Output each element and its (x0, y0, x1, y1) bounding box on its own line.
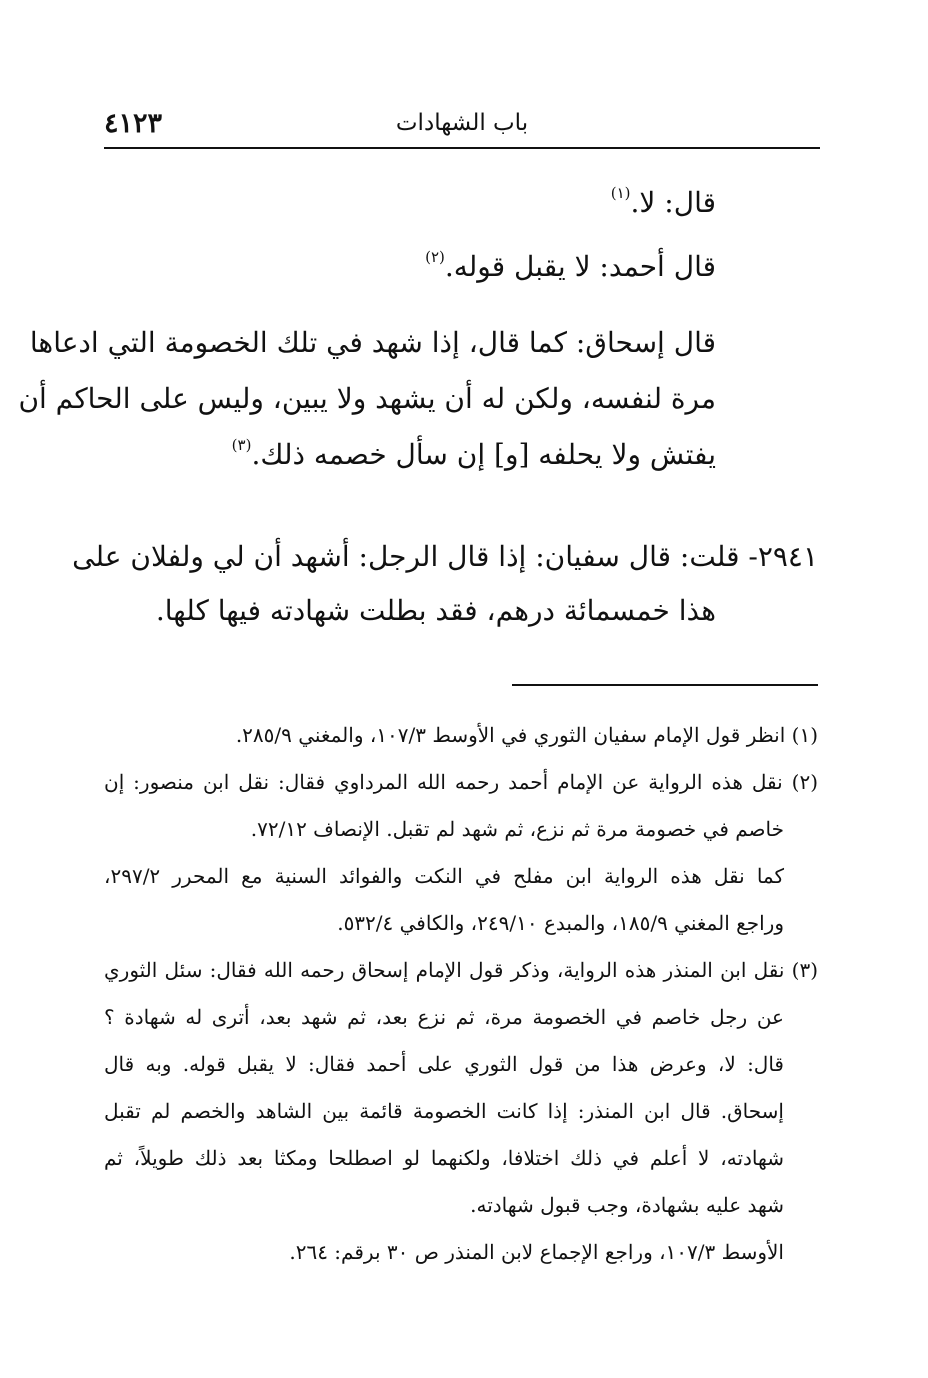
body-line-2: قال أحمد: لا يقبل قوله.$^{(٢)}$ (425, 248, 716, 283)
text-line: ٢٩٤١- قلت: قال سفيان: إذا قال الرجل: أشهد أن لي ولفلان على (72, 540, 818, 573)
footnote-line: شهد عليه بشهادة، وجب قبول شهادته. (470, 1193, 784, 1217)
footnote-line: (١) انظر قول الإمام سفيان الثوري في الأوسط ١٠٧/٣، والمغني ٢٨٥/٩. (235, 723, 818, 747)
footnote-line: شهادته، لا أعلم في ذلك اختلافا، ولكنهما لو اصطلحا ومكثا بعد ذلك طويلاً، ثم (104, 1146, 784, 1170)
footnote-line: (٢) نقل هذه الرواية عن الإمام أحمد رحمه الله المرداوي فقال: نقل ابن منصور: إن (104, 770, 818, 794)
footnote-line: قال: لا، وعرض هذا من قول الثوري على أحمد فقال: لا يقبل قوله. وبه قال (104, 1052, 784, 1076)
footnote-line: عن رجل خاصم في الخصومة مرة، ثم نزع بعد، ثم شهد بعد، أترى له شهادة ؟ (104, 1005, 784, 1029)
footnote-line: وراجع المغني ١٨٥/٩، والمبدع ٢٤٩/١٠، والكافي ٥٣٢/٤. (337, 911, 784, 935)
footnote-separator (512, 684, 818, 686)
footnote-2 (104, 759, 818, 947)
footnote-3 (104, 947, 818, 1276)
footnote-ref-3[interactable]: (٣) (231, 436, 252, 454)
chapter-title: باب الشهادات (395, 110, 529, 136)
running-header (104, 108, 820, 148)
body-paragraph-ishaq (18, 315, 716, 483)
footnote-line: خاصم في خصومة مرة ثم نزع، ثم شهد لم تقبل. الإنصاف ٧٢/١٢. (250, 817, 784, 841)
footnote-1 (104, 712, 818, 759)
footnotes (104, 712, 818, 1276)
footnote-ref-1[interactable]: (١) (610, 184, 631, 202)
text-line: يفتش ولا يحلفه [و] إن سأل خصمه ذلك.$^{(٣)}$ (231, 436, 716, 471)
footnote-line: إسحاق. قال ابن المنذر: إذا كانت الخصومة قائمة بين الشاهد والخصم لم تقبل (104, 1099, 784, 1123)
text-line: مرة لنفسه، ولكن له أن يشهد ولا يبين، وليس على الحاكم أن (18, 382, 716, 415)
footnote-line: (٣) نقل ابن المنذر هذه الرواية، وذكر قول الإمام إسحاق رحمه الله فقال: سئل الثوري (104, 958, 818, 982)
footnote-line: كما نقل هذه الرواية ابن مفلح في النكت والفوائد السنية مع المحرر ٢٩٧/٢، (104, 864, 784, 888)
header-rule (104, 147, 820, 149)
text-line: قال إسحاق: كما قال، إذا شهد في تلك الخصومة التي ادعاها (29, 326, 716, 359)
body-line-1: قال: لا.$^{(١)}$ (610, 184, 716, 219)
text-line: هذا خمسمائة درهم، فقد بطلت شهادته فيها كلها. (155, 594, 716, 627)
body-paragraph-2941 (72, 530, 818, 638)
page-number: ٤١٢٣ (104, 108, 163, 139)
footnote-ref-2[interactable]: (٢) (425, 248, 445, 266)
footnote-line: الأوسط ١٠٧/٣، وراجع الإجماع لابن المنذر ص ٣٠ برقم: ٢٦٤. (289, 1240, 784, 1264)
